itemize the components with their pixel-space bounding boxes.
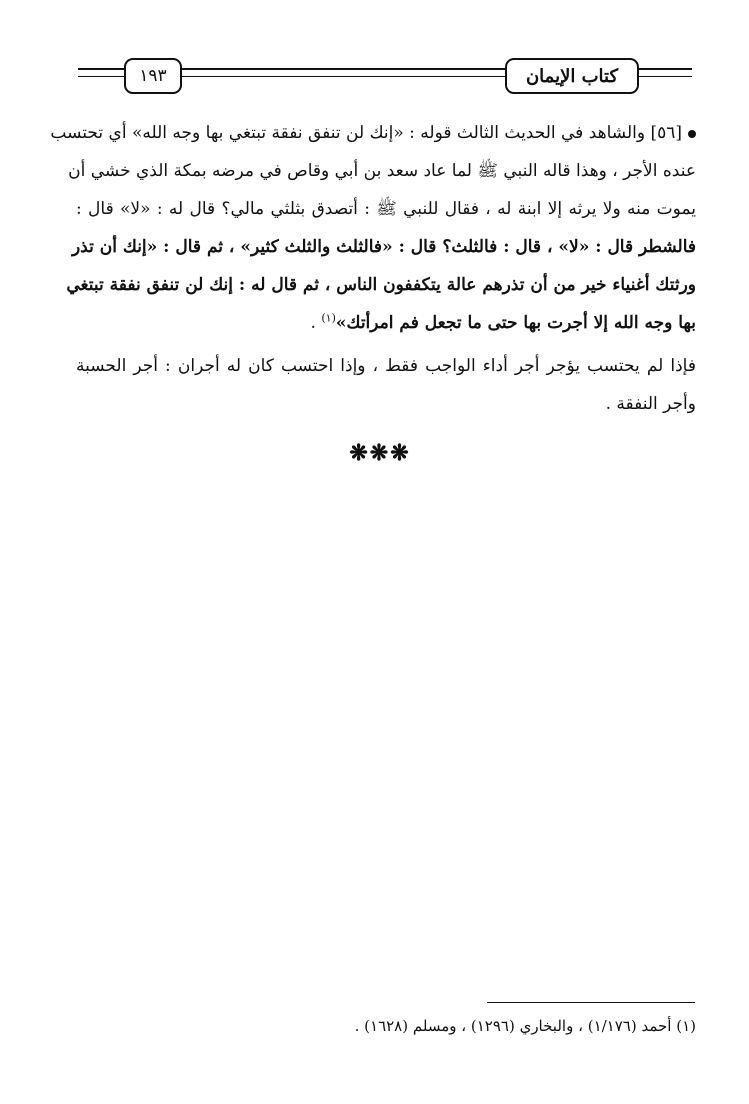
paragraph-line: ورثتك أغنياء خير من أن تذرهم عالة يتكففون الناس ، ثم قال له : إنك لن تنفق نفقة تبتغي bbox=[66, 275, 696, 295]
header-rule-middle-bottom bbox=[178, 76, 505, 77]
header-rule-right-bottom bbox=[636, 76, 692, 77]
paragraph-line: وأجر النفقة . bbox=[605, 394, 696, 414]
footnote-reference: (١) bbox=[321, 311, 336, 325]
header-rule-left-top bbox=[78, 68, 124, 70]
paragraph-line: عنده الأجر ، وهذا قاله النبي ﷺ لما عاد سعد بن أبي وقاص في مرضه بمكة الذي خشي أن bbox=[68, 161, 696, 181]
book-title-frame bbox=[505, 58, 639, 94]
paragraph-line: فإذا لم يحتسب يؤجر أجر أداء الواجب فقط ، وإذا احتسب كان له أجران : أجر الحسبة bbox=[76, 356, 696, 376]
paragraph-line: [٥٦] والشاهد في الحديث الثالث قوله : «إنك لن تنفق نفقة تبتغي بها وجه الله» أي تحتسب bbox=[76, 114, 696, 152]
paragraph-line: يموت منه ولا يرثه إلا ابنة له ، فقال للنبي ﷺ : أتصدق بثلثي مالي؟ قال له : «لا» قال : bbox=[76, 199, 696, 219]
footnote-text: (١) أحمد (١/١٧٦) ، والبخاري (١٢٩٦) ، ومسلم (١٦٢٨) . bbox=[354, 1017, 696, 1035]
paragraph-commentary bbox=[50, 114, 696, 342]
page-number: ١٩٣ bbox=[139, 66, 167, 86]
footnote-rule bbox=[487, 1002, 695, 1003]
page-number-frame bbox=[124, 58, 182, 94]
section-separator-stars: ❋❋❋ bbox=[349, 440, 411, 466]
header-rule-right-top bbox=[636, 68, 692, 70]
paragraph-line: بها وجه الله إلا أجرت بها حتى ما تجعل فم امرأتك»$^{(١)}$ . bbox=[310, 311, 696, 333]
paragraph-line: فالشطر قال : «لا» ، قال : فالثلث؟ قال : «فالثلث والثلث كثير» ، ثم قال : «إنك أن تذر bbox=[71, 237, 696, 257]
book-title: كتاب الإيمان bbox=[525, 65, 619, 87]
header-rule-middle-top bbox=[178, 68, 505, 70]
header-rule-left-bottom bbox=[78, 76, 124, 77]
bullet-icon bbox=[688, 130, 696, 138]
paragraph-conclusion bbox=[76, 347, 696, 423]
